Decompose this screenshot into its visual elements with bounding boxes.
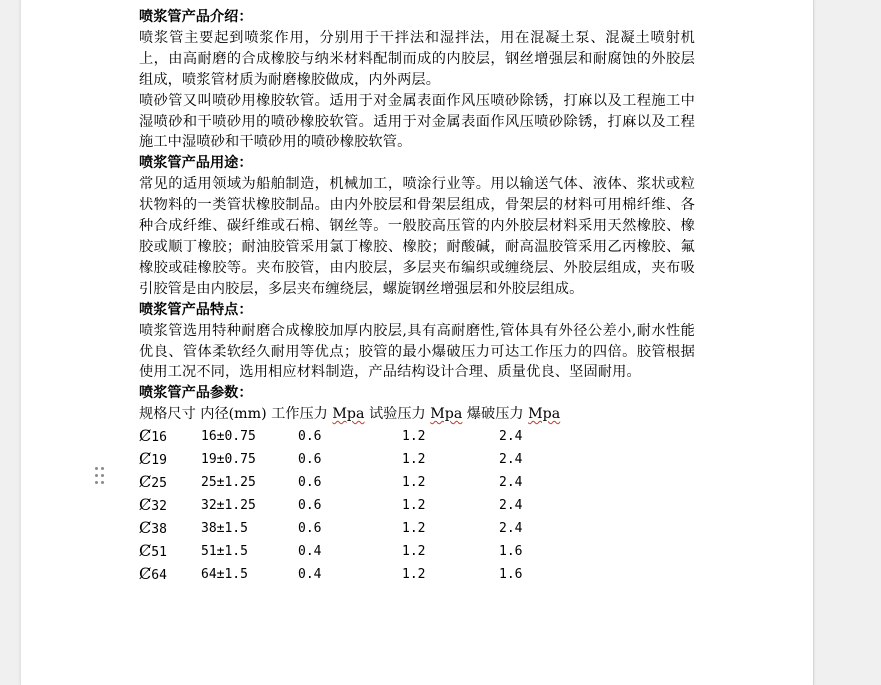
burst-pressure-cell: 2.4 [499, 474, 523, 490]
test-pressure-cell: 1.2 [402, 429, 426, 445]
intro-paragraph-1: 喷浆管主要起到喷浆作用，分别用于干拌法和湿拌法，用在混凝土泵、混凝土喷射机上，由高耐磨的合成橡胶与纳米材料配制而成的内胶层，钢丝增强层和耐腐蚀的外胶层组成，喷浆管材质为耐磨橡胶做成，内外两层。 [139, 29, 695, 88]
header-text-3: 爆破压力 [462, 406, 529, 423]
diameter-symbol: Ȼ [139, 517, 152, 537]
table-row [139, 541, 579, 564]
diameter-symbol: Ȼ [139, 471, 152, 491]
table-row [139, 449, 579, 472]
param-table [139, 426, 579, 586]
size-cell: Ȼ19 [139, 449, 167, 469]
inner-diameter-cell: 38±1.5 [201, 520, 248, 536]
table-row [139, 426, 579, 449]
table-row [139, 518, 579, 541]
burst-pressure-cell: 2.4 [499, 497, 523, 513]
table-row [139, 495, 579, 518]
test-pressure-cell: 1.2 [402, 543, 426, 559]
work-pressure-cell: 0.6 [298, 452, 322, 468]
param-table-header [139, 404, 695, 425]
burst-pressure-cell: 2.4 [499, 520, 523, 536]
size-cell: Ȼ16 [139, 426, 167, 446]
use-heading: 喷浆管产品用途： [139, 155, 253, 172]
test-pressure-cell: 1.2 [402, 520, 426, 536]
size-cell: Ȼ38 [139, 517, 167, 537]
intro-paragraph-2: 喷砂管又叫喷砂用橡胶软管。适用于对金属表面作风压喷砂除锈，打麻以及工程施工中湿喷砂和干喷砂用的喷砂橡胶软管。适用于对金属表面作风压喷砂除锈，打麻以及工程施工中湿喷砂和干喷砂用的喷砂橡胶软管。 [139, 92, 695, 151]
size-cell: Ȼ64 [139, 563, 167, 583]
size-cell: Ȼ51 [139, 540, 167, 560]
table-row [139, 472, 579, 495]
inner-diameter-cell: 32±1.25 [201, 497, 256, 513]
work-pressure-cell: 0.4 [298, 543, 322, 559]
inner-diameter-cell: 19±0.75 [201, 452, 256, 468]
document-content[interactable] [139, 7, 695, 586]
size-cell: Ȼ32 [139, 494, 167, 514]
burst-pressure-cell: 1.6 [499, 543, 523, 559]
drag-handle-icon[interactable] [94, 466, 106, 486]
header-unit-3: Mpa [528, 406, 561, 423]
test-pressure-cell: 1.2 [402, 474, 426, 490]
size-cell: Ȼ25 [139, 471, 167, 491]
intro-heading: 喷浆管产品介绍： [139, 9, 253, 25]
work-pressure-cell: 0.6 [298, 520, 322, 536]
work-pressure-cell: 0.6 [298, 429, 322, 445]
header-unit-2: Mpa [430, 406, 463, 423]
header-unit-1: Mpa [332, 406, 365, 423]
diameter-symbol: Ȼ [139, 540, 152, 560]
burst-pressure-cell: 2.4 [499, 429, 523, 445]
work-pressure-cell: 0.6 [298, 497, 322, 513]
diameter-symbol: Ȼ [139, 494, 152, 514]
header-text-1: 规格尺寸 内径(mm) 工作压力 [139, 406, 333, 423]
test-pressure-cell: 1.2 [402, 452, 426, 468]
inner-diameter-cell: 64±1.5 [201, 566, 248, 582]
burst-pressure-cell: 1.6 [499, 566, 523, 582]
inner-diameter-cell: 51±1.5 [201, 543, 248, 559]
table-row [139, 564, 579, 587]
diameter-symbol: Ȼ [139, 563, 152, 583]
test-pressure-cell: 1.2 [402, 497, 426, 513]
param-heading: 喷浆管产品参数： [139, 385, 253, 402]
feature-heading: 喷浆管产品特点： [139, 301, 253, 318]
inner-diameter-cell: 16±0.75 [201, 429, 256, 445]
inner-diameter-cell: 25±1.25 [201, 474, 256, 490]
diameter-symbol: Ȼ [139, 449, 152, 469]
test-pressure-cell: 1.2 [402, 566, 426, 582]
use-paragraph: 常见的适用领域为船舶制造，机械加工，喷涂行业等。用以输送气体、液体、浆状或粒状物料的一类管状橡胶制品。由内外胶层和骨架层组成，骨架层的材料可用棉纤维、各种合成纤维、碳纤维或石棉、钢丝等。一般胶高压管的内外胶层材料采用天然橡胶、橡胶或顺丁橡胶；耐油胶管采用氯丁橡胶、橡胶；耐酸碱，耐高温胶管采用乙丙橡胶、氟橡胶或硅橡胶等。夹布胶管，由内胶层，多层夹布编织或缠绕层、外胶层组成，夹布吸引胶管是由内胶层，多层夹布缠绕层，螺旋钢丝增强层和外胶层组成。 [139, 176, 695, 297]
work-pressure-cell: 0.6 [298, 474, 322, 490]
header-text-2: 试验压力 [364, 406, 431, 423]
burst-pressure-cell: 2.4 [499, 452, 523, 468]
feature-paragraph: 喷浆管选用特种耐磨合成橡胶加厚内胶层,具有高耐磨性,管体具有外径公差小,耐水性能优良、管体柔软经久耐用等优点；胶管的最小爆破压力可达工作压力的四倍。胶管根据使用工况不同，选用相应材料制造，产品结构设计合理、质量优良、坚固耐用。 [139, 322, 695, 381]
diameter-symbol: Ȼ [139, 426, 152, 446]
work-pressure-cell: 0.4 [298, 566, 322, 582]
